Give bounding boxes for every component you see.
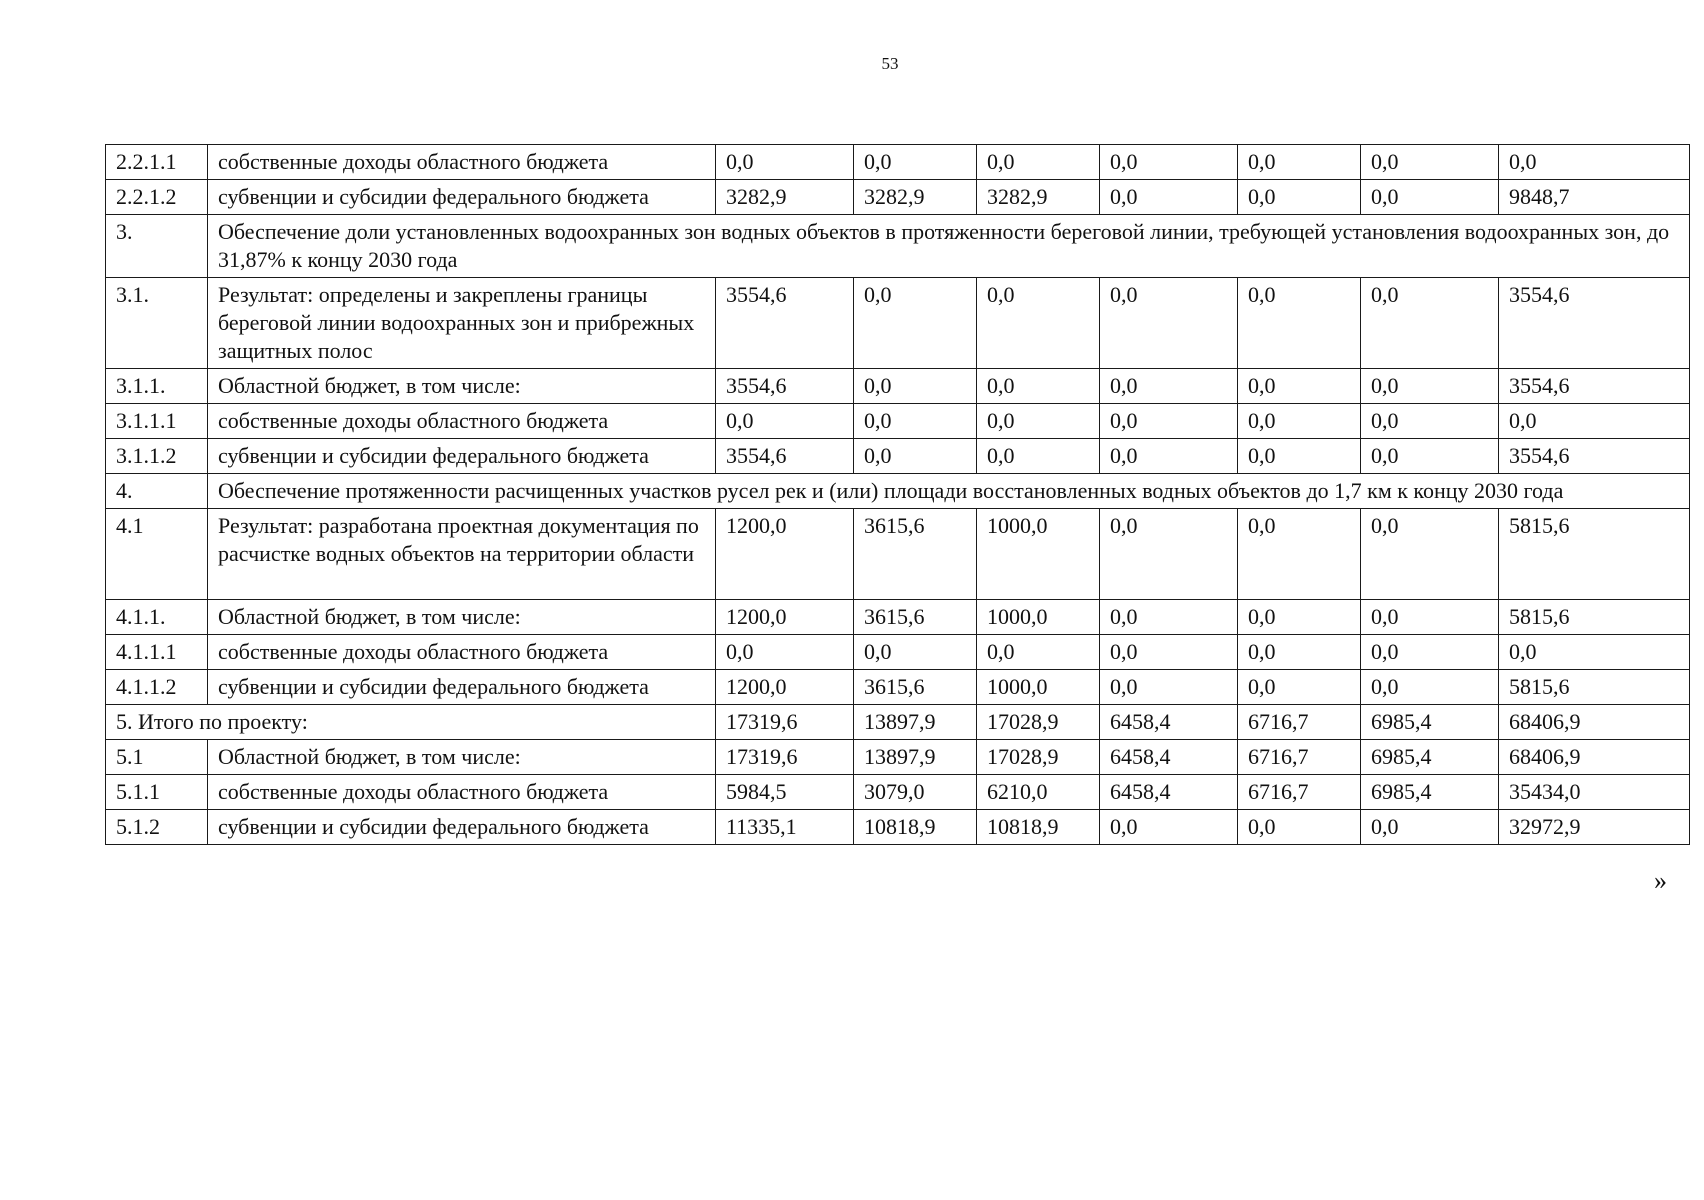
value-cell: 0,0 (977, 369, 1100, 404)
value-cell: 0,0 (1238, 439, 1361, 474)
value-cell: 9848,7 (1499, 180, 1690, 215)
row-code-cell: 4.1 (106, 509, 208, 600)
row-code-cell: 3.1. (106, 278, 208, 369)
value-cell: 1200,0 (716, 670, 854, 705)
value-cell: 0,0 (1361, 369, 1499, 404)
value-cell: 0,0 (1499, 635, 1690, 670)
value-cell: 0,0 (1361, 600, 1499, 635)
value-cell: 0,0 (716, 404, 854, 439)
value-cell: 3079,0 (854, 775, 977, 810)
value-cell: 0,0 (716, 635, 854, 670)
row-code-cell: 4.1.1. (106, 600, 208, 635)
value-cell: 3615,6 (854, 509, 977, 600)
row-label-cell: Областной бюджет, в том числе: (208, 740, 716, 775)
value-cell: 3282,9 (854, 180, 977, 215)
row-label-cell: собственные доходы областного бюджета (208, 635, 716, 670)
row-label-cell: субвенции и субсидии федерального бюджета (208, 439, 716, 474)
row-label-cell: субвенции и субсидии федерального бюджета (208, 180, 716, 215)
row-label-cell: собственные доходы областного бюджета (208, 404, 716, 439)
row-label-cell: собственные доходы областного бюджета (208, 145, 716, 180)
value-cell: 3554,6 (716, 369, 854, 404)
value-cell: 5815,6 (1499, 600, 1690, 635)
value-cell: 6716,7 (1238, 775, 1361, 810)
value-cell: 6985,4 (1361, 740, 1499, 775)
value-cell: 6716,7 (1238, 740, 1361, 775)
page-number: 53 (881, 54, 899, 73)
row-code-cell: 3.1.1.1 (106, 404, 208, 439)
value-cell: 17028,9 (977, 705, 1100, 740)
value-cell: 0,0 (1361, 635, 1499, 670)
table-row (106, 740, 1690, 775)
value-cell: 1000,0 (977, 670, 1100, 705)
row-code-cell: 2.2.1.1 (106, 145, 208, 180)
value-cell: 0,0 (1499, 404, 1690, 439)
row-code-cell: 3.1.1.2 (106, 439, 208, 474)
table-row (106, 180, 1690, 215)
section-heading-cell: Обеспечение протяженности расчищенных участков русел рек и (или) площади восстановленных водных объектов до 1,7 км к концу 2030 года (208, 474, 1690, 509)
value-cell: 5984,5 (716, 775, 854, 810)
row-code-cell: 3.1.1. (106, 369, 208, 404)
value-cell: 6985,4 (1361, 705, 1499, 740)
value-cell: 0,0 (1100, 509, 1238, 600)
value-cell: 6985,4 (1361, 775, 1499, 810)
value-cell: 0,0 (1100, 369, 1238, 404)
value-cell: 0,0 (1361, 439, 1499, 474)
value-cell: 0,0 (1238, 670, 1361, 705)
value-cell: 0,0 (977, 635, 1100, 670)
value-cell: 0,0 (977, 404, 1100, 439)
row-code-cell: 5.1.2 (106, 810, 208, 845)
row-code-cell: 4. (106, 474, 208, 509)
row-code-cell: 4.1.1.1 (106, 635, 208, 670)
value-cell: 0,0 (854, 439, 977, 474)
value-cell: 0,0 (1238, 600, 1361, 635)
value-cell: 0,0 (977, 145, 1100, 180)
value-cell: 0,0 (1238, 369, 1361, 404)
value-cell: 11335,1 (716, 810, 854, 845)
value-cell: 13897,9 (854, 705, 977, 740)
value-cell: 0,0 (854, 278, 977, 369)
value-cell: 5815,6 (1499, 509, 1690, 600)
table-body (106, 145, 1690, 845)
value-cell: 0,0 (1361, 180, 1499, 215)
row-label-cell: Областной бюджет, в том числе: (208, 369, 716, 404)
table-row (106, 439, 1690, 474)
budget-table (105, 144, 1690, 845)
value-cell: 0,0 (1361, 278, 1499, 369)
value-cell: 3554,6 (716, 439, 854, 474)
row-code-cell: 5.1 (106, 740, 208, 775)
value-cell: 32972,9 (1499, 810, 1690, 845)
value-cell: 1000,0 (977, 509, 1100, 600)
table-row (106, 600, 1690, 635)
row-label-cell: собственные доходы областного бюджета (208, 775, 716, 810)
value-cell: 0,0 (977, 439, 1100, 474)
table-row (106, 775, 1690, 810)
section-heading-cell: Обеспечение доли установленных водоохранных зон водных объектов в протяженности береговой линии, требующей установления водоохранных зон, до 31,87% к концу 2030 года (208, 215, 1690, 278)
value-cell: 35434,0 (1499, 775, 1690, 810)
value-cell: 0,0 (716, 145, 854, 180)
table-row (106, 635, 1690, 670)
value-cell: 0,0 (1238, 180, 1361, 215)
table-row (106, 474, 1690, 509)
value-cell: 68406,9 (1499, 740, 1690, 775)
value-cell: 1200,0 (716, 509, 854, 600)
row-code-cell: 3. (106, 215, 208, 278)
value-cell: 3282,9 (716, 180, 854, 215)
row-code-cell: 4.1.1.2 (106, 670, 208, 705)
value-cell: 1000,0 (977, 600, 1100, 635)
table-row (106, 670, 1690, 705)
value-cell: 0,0 (1238, 810, 1361, 845)
value-cell: 0,0 (1238, 404, 1361, 439)
closing-quote-mark: » (1654, 866, 1667, 895)
value-cell: 0,0 (977, 278, 1100, 369)
value-cell: 0,0 (1238, 509, 1361, 600)
value-cell: 6716,7 (1238, 705, 1361, 740)
value-cell: 0,0 (1238, 145, 1361, 180)
table-row (106, 404, 1690, 439)
value-cell: 0,0 (1100, 278, 1238, 369)
value-cell: 17319,6 (716, 740, 854, 775)
row-label-cell: Областной бюджет, в том числе: (208, 600, 716, 635)
row-label-cell: субвенции и субсидии федерального бюджета (208, 670, 716, 705)
value-cell: 0,0 (1361, 404, 1499, 439)
value-cell: 0,0 (1100, 670, 1238, 705)
value-cell: 0,0 (1100, 810, 1238, 845)
table-row (106, 810, 1690, 845)
total-label-cell: 5. Итого по проекту: (106, 705, 716, 740)
table-row (106, 369, 1690, 404)
value-cell: 6458,4 (1100, 705, 1238, 740)
value-cell: 6458,4 (1100, 740, 1238, 775)
value-cell: 0,0 (1361, 670, 1499, 705)
value-cell: 0,0 (1499, 145, 1690, 180)
value-cell: 3554,6 (1499, 439, 1690, 474)
value-cell: 17028,9 (977, 740, 1100, 775)
value-cell: 3615,6 (854, 670, 977, 705)
value-cell: 68406,9 (1499, 705, 1690, 740)
value-cell: 0,0 (1361, 509, 1499, 600)
row-code-cell: 2.2.1.2 (106, 180, 208, 215)
value-cell: 0,0 (854, 369, 977, 404)
value-cell: 0,0 (1100, 439, 1238, 474)
value-cell: 0,0 (1361, 145, 1499, 180)
row-label-cell: Результат: определены и закреплены границы береговой линии водоохранных зон и прибрежных защитных полос (208, 278, 716, 369)
table-row (106, 278, 1690, 369)
value-cell: 10818,9 (977, 810, 1100, 845)
value-cell: 3554,6 (1499, 369, 1690, 404)
value-cell: 0,0 (1100, 635, 1238, 670)
value-cell: 13897,9 (854, 740, 977, 775)
value-cell: 3615,6 (854, 600, 977, 635)
value-cell: 3554,6 (716, 278, 854, 369)
row-label-cell: Результат: разработана проектная документация по расчистке водных объектов на территории области (208, 509, 716, 600)
value-cell: 0,0 (1100, 145, 1238, 180)
table-row (106, 509, 1690, 600)
value-cell: 0,0 (854, 404, 977, 439)
table-row (106, 145, 1690, 180)
value-cell: 0,0 (1100, 600, 1238, 635)
value-cell: 0,0 (1100, 404, 1238, 439)
table-row (106, 705, 1690, 740)
row-label-cell: субвенции и субсидии федерального бюджета (208, 810, 716, 845)
table-row (106, 215, 1690, 278)
value-cell: 6210,0 (977, 775, 1100, 810)
value-cell: 0,0 (854, 635, 977, 670)
value-cell: 5815,6 (1499, 670, 1690, 705)
value-cell: 0,0 (1238, 278, 1361, 369)
value-cell: 10818,9 (854, 810, 977, 845)
value-cell: 0,0 (854, 145, 977, 180)
value-cell: 0,0 (1100, 180, 1238, 215)
value-cell: 17319,6 (716, 705, 854, 740)
value-cell: 3282,9 (977, 180, 1100, 215)
value-cell: 0,0 (1361, 810, 1499, 845)
value-cell: 6458,4 (1100, 775, 1238, 810)
value-cell: 1200,0 (716, 600, 854, 635)
value-cell: 3554,6 (1499, 278, 1690, 369)
value-cell: 0,0 (1238, 635, 1361, 670)
row-code-cell: 5.1.1 (106, 775, 208, 810)
